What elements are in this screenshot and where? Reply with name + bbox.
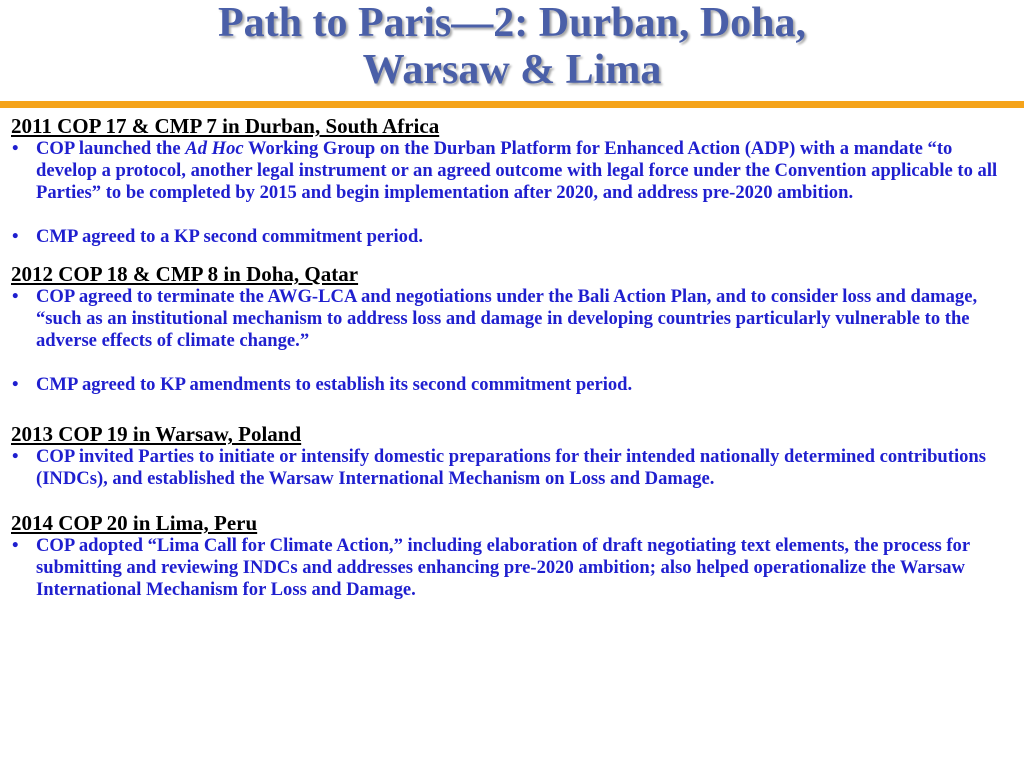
section-durban — [11, 114, 1011, 248]
bullet-text: COP adopted “Lima Call for Climate Action,” including elaboration of draft negotiating text elements, the process for submitting and reviewing INDCs and addresses enhancing pre-2020 ambition; also helped operationalize the Warsaw International Mechanism for Loss and Damage. — [36, 535, 970, 600]
bullet-lima-cop — [11, 535, 1011, 601]
section-doha — [11, 262, 1011, 396]
section-heading-warsaw: 2013 COP 19 in Warsaw, Poland — [11, 422, 302, 446]
bullet-durban-cmp — [11, 226, 1011, 248]
bullet-doha-cop — [11, 286, 1011, 352]
bullet-text-post: Working Group on the Durban Platform for Enhanced Action (ADP) with a mandate “to develop a protocol, another legal instrument or an agreed outcome with legal force under the Convention applicable to all Parties” to be completed by 2015 and begin implementation after 2020, and address pre-2020 ambition. — [36, 138, 998, 203]
bullet-icon: • — [12, 138, 19, 159]
bullet-icon: • — [12, 446, 19, 467]
bullet-icon: • — [12, 286, 19, 307]
bullet-icon: • — [12, 374, 19, 395]
slide-title-line-2: Warsaw & Lima — [362, 47, 662, 93]
slide-title — [0, 0, 1024, 94]
slide-content — [11, 114, 1011, 601]
section-warsaw — [11, 422, 1011, 490]
section-heading-durban: 2011 COP 17 & CMP 7 in Durban, South Africa — [11, 114, 440, 138]
bullet-text-emphasis: Ad Hoc — [185, 138, 244, 159]
bullet-icon: • — [12, 226, 19, 247]
title-divider-rule — [0, 101, 1024, 108]
section-lima — [11, 511, 1011, 601]
bullet-text: COP invited Parties to initiate or intensify domestic preparations for their intended nationally determined contributions (INDCs), and established the Warsaw International Mechanism on Loss and Damage. — [36, 446, 986, 489]
bullet-icon: • — [12, 535, 19, 556]
bullet-text: COP agreed to terminate the AWG-LCA and negotiations under the Bali Action Plan, and to consider loss and damage, “such as an institutional mechanism to address loss and damage in developing countries particularly vulnerable to the adverse effects of climate change.” — [36, 286, 978, 351]
section-heading-doha: 2012 COP 18 & CMP 8 in Doha, Qatar — [11, 262, 359, 286]
bullet-warsaw-cop — [11, 446, 1011, 490]
bullet-doha-cmp — [11, 374, 1011, 396]
bullet-durban-adp — [11, 138, 1011, 204]
slide-title-line-1: Path to Paris—2: Durban, Doha, — [217, 0, 807, 46]
bullet-text: CMP agreed to KP amendments to establish its second commitment period. — [36, 374, 633, 395]
bullet-text-pre: COP launched the — [36, 138, 186, 159]
bullet-text: CMP agreed to a KP second commitment period. — [36, 226, 423, 247]
section-heading-lima: 2014 COP 20 in Lima, Peru — [11, 511, 258, 535]
